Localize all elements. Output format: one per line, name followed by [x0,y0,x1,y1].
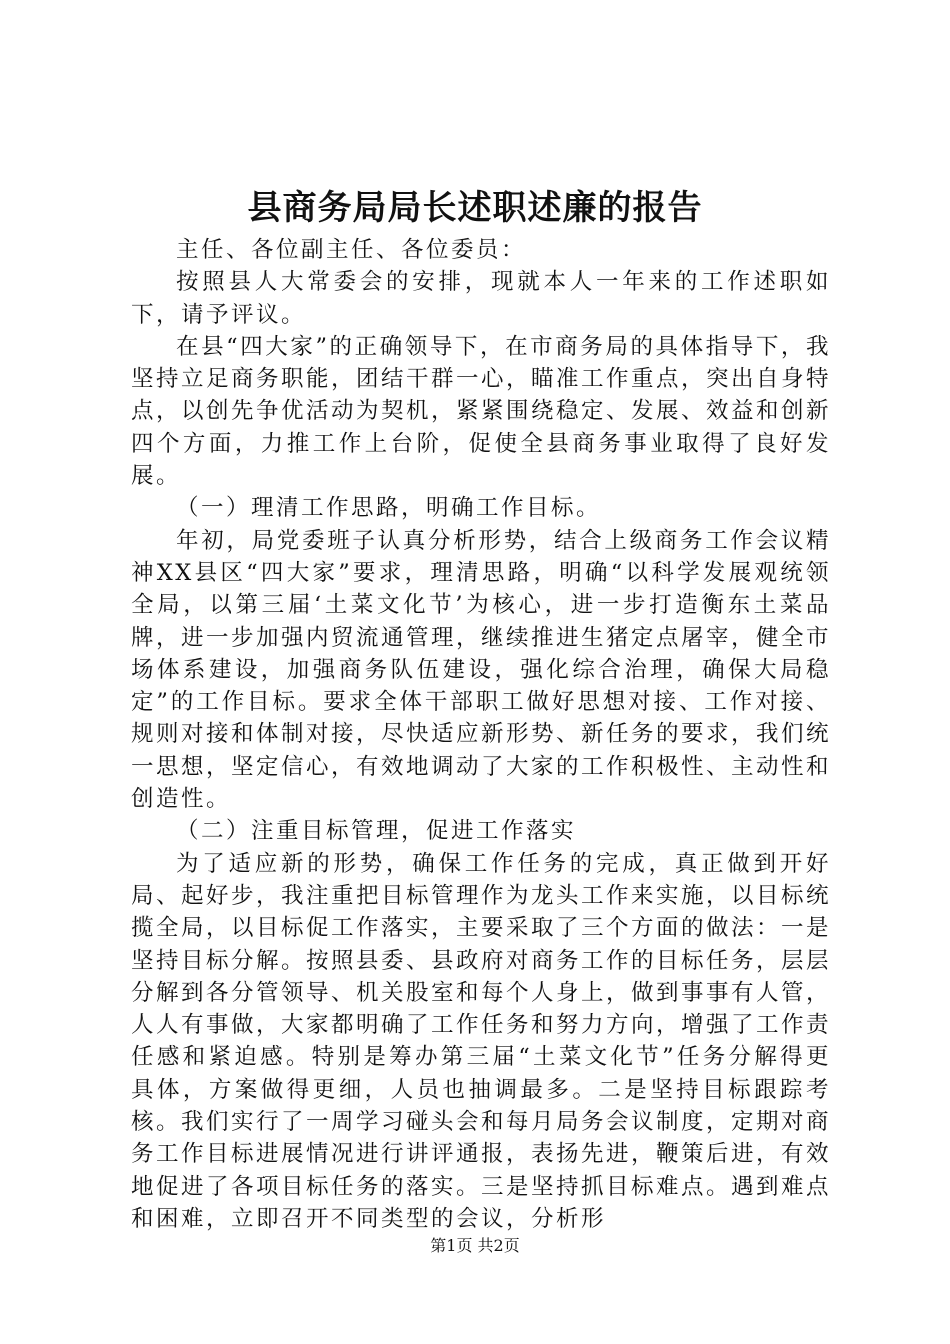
section-heading-2: （二）注重目标管理，促进工作落实 [176,818,577,845]
document-body [131,234,831,1235]
section-heading-1: （一）理清工作思路，明确工作目标。 [176,495,602,522]
document-title: 县商务局局长述职述廉的报告 [247,188,703,228]
page-footer: 第1页 共2页 [430,1236,520,1255]
section-2-paragraph: 为了适应新的形势，确保工作任务的完成，真正做到开好局、起好步，我注重把目标管理作为龙头工作来实施，以目标统揽全局，以目标促工作落实，主要采取了三个方面的做法：一是坚持目标分解。按照县委、县政府对商务工作的目标任务，层层分解到各分管领导、机关股室和每个人身上，做到事事有人管，人人有事做，大家都明确了工作任务和努力方向，增强了工作责任感和紧迫感。特别是筹办第三届“土菜文化节”任务分解得更具体，方案做得更细，人员也抽调最多。二是坚持目标跟踪考核。我们实行了一周学习碰头会和每月局务会议制度，定期对商务工作目标进展情况进行讲评通报，表扬先进，鞭策后进，有效地促进了各项目标任务的落实。三是坚持抓目标难点。遇到难点和困难，立即召开不同类型的会议，分析形 [131,850,832,1232]
overview-paragraph: 在县“四大家”的正确领导下，在市商务局的具体指导下，我坚持立足商务职能，团结干群一心，瞄准工作重点，突出自身特点，以创先争优活动为契机，紧紧围绕稳定、发展、效益和创新四个方面，力推工作上台阶，促使全县商务事业取得了良好发展。 [131,333,832,490]
salutation-paragraph: 主任、各位副主任、各位委员： [176,237,527,263]
intro-paragraph: 按照县人大常委会的安排，现就本人一年来的工作述职如下，请予评议。 [131,269,831,328]
section-1-paragraph: 年初，局党委班子认真分析形势，结合上级商务工作会议精神XX县区“四大家”要求，理清思路，明确“以科学发展观统领全局，以第三届‘土菜文化节’为核心，进一步打造衡东土菜品牌，进一步加强内贸流通管理，继续推进生猪定点屠宰，健全市场体系建设，加强商务队伍建设，强化综合治理，确保大局稳定”的工作目标。要求全体干部职工做好思想对接、工作对接、规则对接和体制对接，尽快适应新形势、新任务的要求，我们统一思想，坚定信心，有效地调动了大家的工作积极性、主动性和创造性。 [131,527,832,813]
